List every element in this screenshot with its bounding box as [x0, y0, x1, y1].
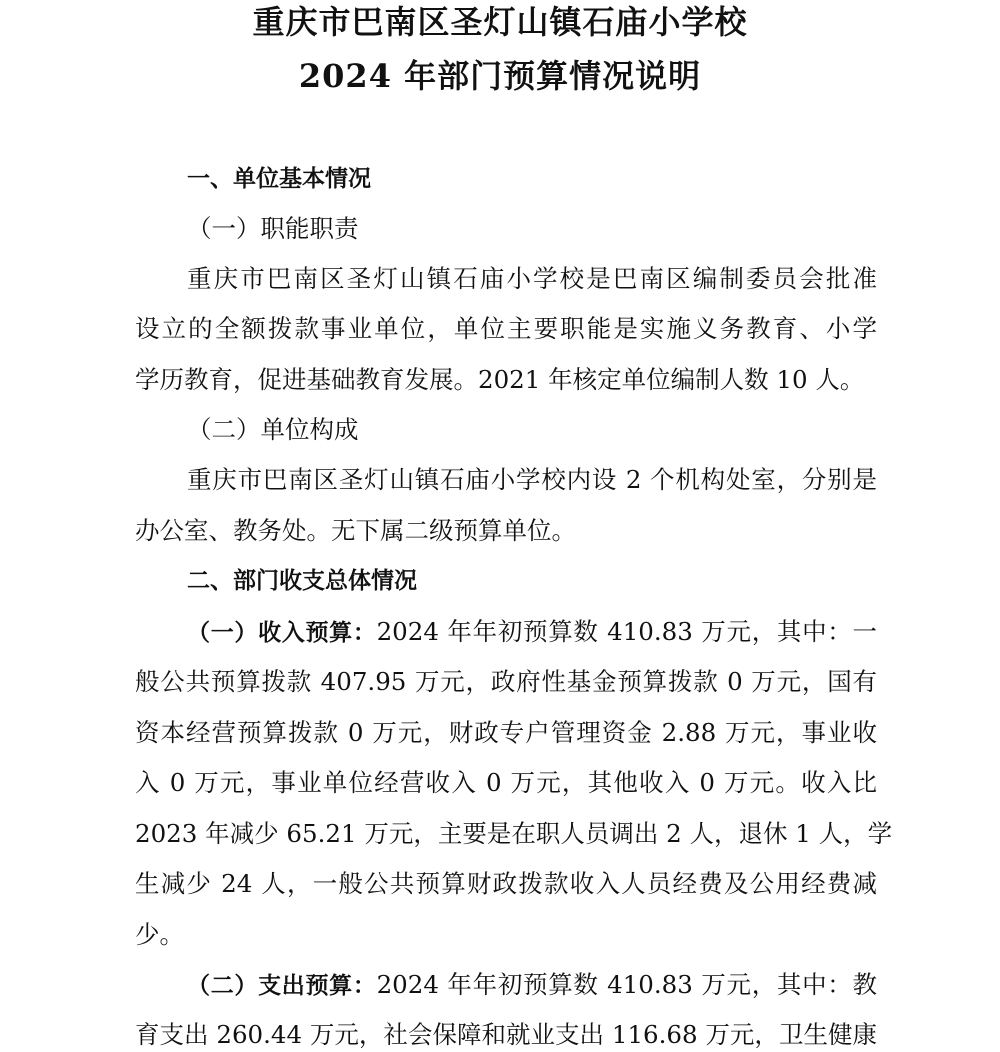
paragraph-line: 般公共预算拨款 407.95 万元，政府性基金预算拨款 0 万元，国有: [135, 667, 877, 696]
paragraph-line: 育支出 260.44 万元，社会保障和就业支出 116.68 万元，卫生健康: [135, 1020, 877, 1049]
expense-lead: （二）支出预算：: [187, 973, 377, 999]
paragraph-line: 生减少 24 人，一般公共预算财政拨款收入人员经费及公用经费减: [135, 869, 877, 898]
document-title-line1: 重庆市巴南区圣灯山镇石庙小学校: [252, 3, 748, 41]
income-lead: （一）收入预算：: [187, 620, 377, 646]
paragraph-line: 办公室、教务处。无下属二级预算单位。: [135, 516, 576, 545]
expense-first-line-text: 2024 年年初预算数 410.83 万元，其中：教: [376, 970, 877, 999]
paragraph-line: 2023 年减少 65.21 万元，主要是在职人员调出 2 人，退休 1 人，学: [135, 819, 893, 848]
paragraph-line: 学历教育，促进基础教育发展。2021 年核定单位编制人数 10 人。: [135, 365, 865, 394]
section1-heading: 一、单位基本情况: [187, 166, 371, 192]
expense-first-line: [187, 968, 877, 1002]
income-first-line-text: 2024 年年初预算数 410.83 万元，其中：一: [376, 617, 877, 646]
section1-sub1-heading: （一）职能职责: [187, 214, 359, 243]
paragraph-line: 资本经营预算拨款 0 万元，财政专户管理资金 2.88 万元，事业收: [135, 718, 877, 747]
paragraph-line: 重庆市巴南区圣灯山镇石庙小学校内设 2 个机构处室，分别是: [187, 465, 877, 494]
paragraph-line: 少。: [135, 920, 184, 949]
section1-sub2-heading: （二）单位构成: [187, 415, 359, 444]
paragraph-line: 重庆市巴南区圣灯山镇石庙小学校是巴南区编制委员会批准: [187, 264, 877, 293]
section2-heading: 二、部门收支总体情况: [187, 568, 417, 594]
income-first-line: [187, 615, 877, 649]
paragraph-line: 入 0 万元，事业单位经营收入 0 万元，其他收入 0 万元。收入比: [135, 768, 877, 797]
document-title-line2: 2024 年部门预算情况说明: [298, 57, 702, 95]
paragraph-line: 设立的全额拨款事业单位，单位主要职能是实施义务教育、小学: [135, 314, 877, 343]
